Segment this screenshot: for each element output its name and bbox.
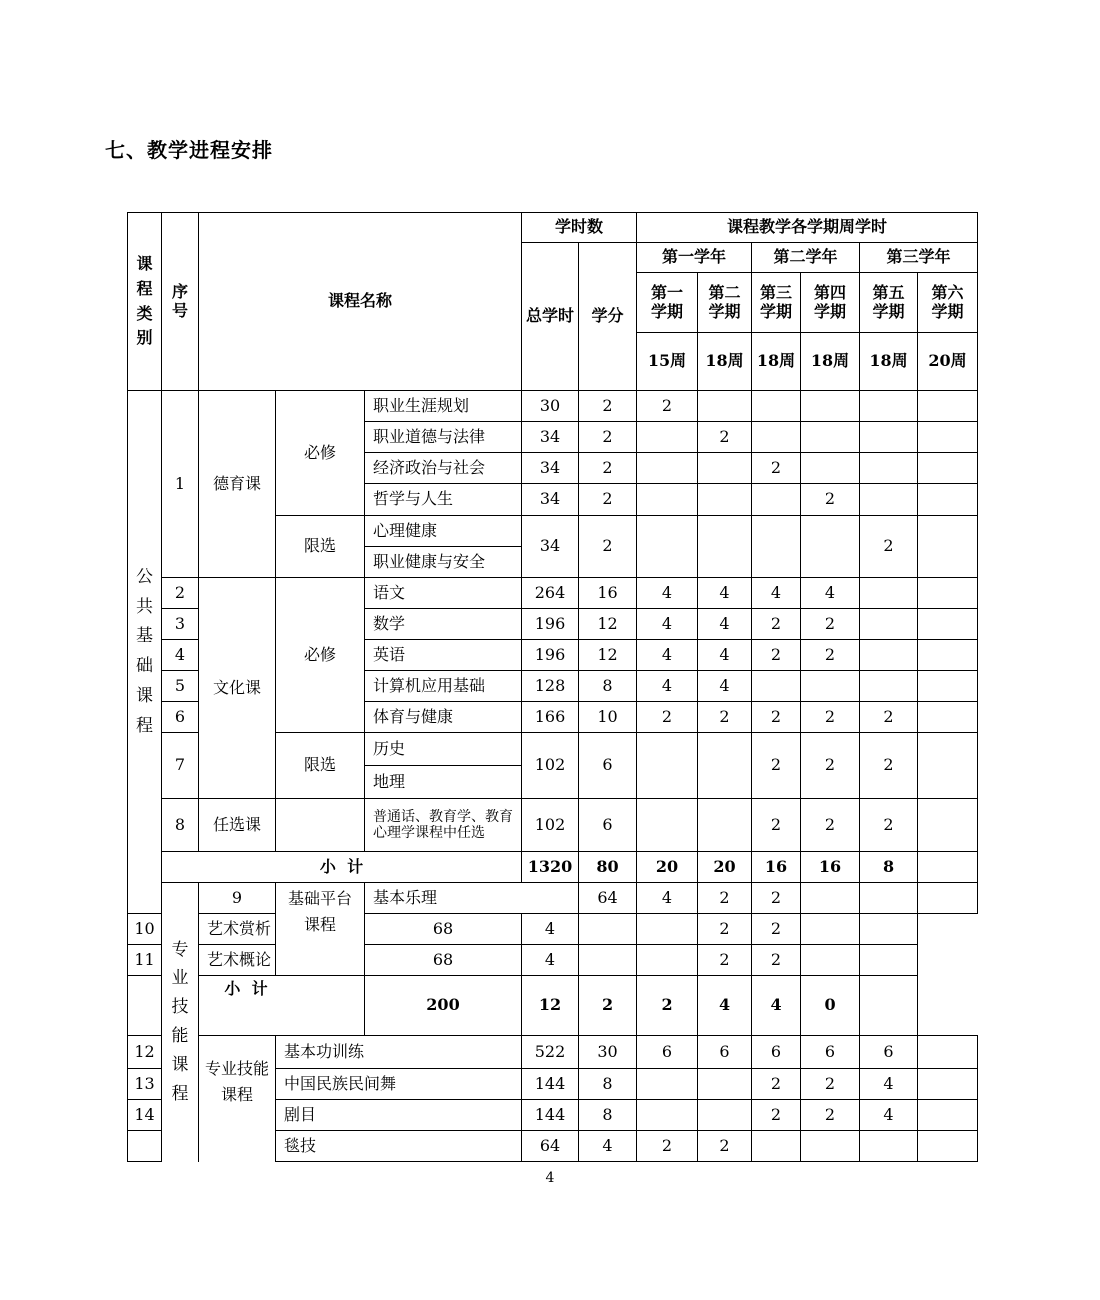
group-culture: 文化课 (199, 578, 276, 799)
header-seq: 序号 (162, 213, 199, 391)
teaching-schedule-table (127, 212, 978, 1162)
term-4-cell: 4 (801, 578, 860, 609)
term-4-cell (801, 422, 860, 453)
hours-cell: 68 (365, 914, 522, 945)
term-1-cell: 4 (637, 671, 698, 702)
course-name: 中国民族民间舞 (276, 1069, 522, 1100)
header-term-1: 第一 学期 (637, 273, 698, 333)
course-name: 英语 (365, 640, 522, 671)
term-2-cell (637, 945, 698, 976)
term-5-cell (860, 391, 918, 422)
term-1-cell: 2 (698, 883, 752, 914)
term-4-cell: 4 (752, 976, 801, 1036)
term-1-cell (637, 453, 698, 484)
seq-cell: 1 (162, 391, 199, 578)
credits-cell: 10 (579, 702, 637, 733)
term-4-cell (860, 883, 918, 914)
term-6-cell (918, 799, 978, 852)
term-1-cell: 2 (637, 391, 698, 422)
term-3-cell: 2 (752, 609, 801, 640)
term-2-cell (698, 1100, 752, 1131)
term-2-cell: 6 (698, 1036, 752, 1069)
term-5-cell: 2 (860, 733, 918, 799)
term-5-cell (860, 578, 918, 609)
term-1-cell (637, 516, 698, 578)
credits-cell: 8 (579, 671, 637, 702)
seq-cell: 10 (128, 914, 162, 945)
term-2-cell: 2 (752, 883, 801, 914)
term-5-cell (860, 1131, 918, 1162)
term-3-cell (752, 422, 801, 453)
category-professional: 专业技能课程 (162, 883, 199, 1162)
term-5-cell (918, 883, 978, 914)
term-4-cell: 2 (801, 1100, 860, 1131)
term-1-cell (579, 914, 637, 945)
course-name: 剧目 (276, 1100, 522, 1131)
seq-cell: 5 (162, 671, 199, 702)
term-4-cell: 2 (801, 484, 860, 516)
term-2-cell (698, 516, 752, 578)
hours-cell: 68 (365, 945, 522, 976)
term-5-cell: 4 (860, 1069, 918, 1100)
header-hours-group: 学时数 (522, 213, 637, 243)
term-2-cell: 4 (698, 578, 752, 609)
term-5-cell (860, 671, 918, 702)
term-3-cell: 2 (752, 1100, 801, 1131)
hours-cell: 196 (522, 640, 579, 671)
course-name: 基本功训练 (276, 1036, 522, 1069)
seq-cell: 6 (162, 702, 199, 733)
term-5-cell: 2 (860, 516, 918, 578)
header-term-6: 第六 学期 (918, 273, 978, 333)
table-row (128, 578, 978, 609)
header-credits: 学分 (579, 243, 637, 391)
seq-cell: 8 (162, 799, 199, 852)
header-weeks-4: 18周 (801, 333, 860, 391)
term-4-cell (801, 671, 860, 702)
term-2-cell (698, 453, 752, 484)
term-3-cell: 2 (698, 945, 752, 976)
term-4-cell: 6 (801, 1036, 860, 1069)
term-4-cell: 2 (801, 799, 860, 852)
term-4-cell: 2 (801, 640, 860, 671)
table-row (128, 799, 978, 852)
term-3-cell: 16 (752, 852, 801, 883)
term-1-cell (637, 733, 698, 799)
term-2-cell: 2 (698, 702, 752, 733)
hours-cell: 144 (522, 1069, 579, 1100)
hours-cell: 34 (522, 453, 579, 484)
term-5-cell (860, 484, 918, 516)
term-3-cell: 6 (752, 1036, 801, 1069)
term-2-cell (698, 391, 752, 422)
term-1-cell: 20 (637, 852, 698, 883)
subtotal-label: 小 计 (128, 976, 365, 1036)
credits-cell: 12 (522, 976, 579, 1036)
credits-cell: 4 (522, 914, 579, 945)
term-3-cell: 2 (752, 702, 801, 733)
subtotal-row (128, 852, 978, 883)
term-6-cell (918, 484, 978, 516)
course-name: 艺术概论 (199, 945, 365, 976)
term-1-cell: 6 (637, 1036, 698, 1069)
course-name: 职业道德与法律 (365, 422, 522, 453)
term-6-cell (860, 976, 918, 1036)
course-name: 语文 (365, 578, 522, 609)
header-weeks-3: 18周 (752, 333, 801, 391)
hours-cell: 34 (522, 422, 579, 453)
term-3-cell (752, 391, 801, 422)
term-5-cell: 2 (860, 702, 918, 733)
term-3-cell: 2 (752, 640, 801, 671)
hours-cell: 64 (579, 883, 637, 914)
term-5-cell: 0 (801, 976, 860, 1036)
term-6-cell (918, 516, 978, 578)
course-name: 经济政治与社会 (365, 453, 522, 484)
term-3-cell: 2 (752, 733, 801, 799)
term-2-cell: 2 (698, 422, 752, 453)
term-1-cell: 4 (637, 578, 698, 609)
term-2-cell (698, 1069, 752, 1100)
seq-cell: 7 (162, 733, 199, 799)
seq-cell: 9 (199, 883, 276, 914)
course-name: 职业健康与安全 (365, 547, 522, 578)
term-6-cell (918, 578, 978, 609)
term-4-cell: 16 (801, 852, 860, 883)
term-5-cell: 2 (860, 799, 918, 852)
term-1-cell (637, 1069, 698, 1100)
subtotal-label: 小 计 (162, 852, 522, 883)
page-number: 4 (545, 1170, 555, 1186)
header-weekly-group: 课程教学各学期周学时 (637, 213, 978, 243)
course-name: 毯技 (276, 1131, 522, 1162)
term-5-cell (860, 422, 918, 453)
term-2-cell: 2 (637, 976, 698, 1036)
credits-cell: 4 (637, 883, 698, 914)
header-total-hours: 总学时 (522, 243, 579, 391)
seq-cell: 3 (162, 609, 199, 640)
hours-cell: 1320 (522, 852, 579, 883)
group-platform: 基础平台课程 (276, 883, 365, 976)
header-year-2: 第二学年 (752, 243, 860, 273)
term-2-cell: 2 (698, 1131, 752, 1162)
term-2-cell (698, 733, 752, 799)
term-6-cell (860, 945, 918, 976)
course-name: 计算机应用基础 (365, 671, 522, 702)
type-required: 必修 (276, 578, 365, 733)
term-2-cell (698, 484, 752, 516)
term-6-cell (918, 852, 978, 883)
term-2-cell: 20 (698, 852, 752, 883)
term-6-cell (918, 702, 978, 733)
term-4-cell (801, 391, 860, 422)
term-2-cell: 4 (698, 609, 752, 640)
credits-cell: 30 (579, 1036, 637, 1069)
term-1-cell (637, 422, 698, 453)
term-5-cell (860, 453, 918, 484)
header-year-3: 第三学年 (860, 243, 978, 273)
header-weeks-1: 15周 (637, 333, 698, 391)
category-public: 公共基础课程 (128, 391, 162, 914)
course-name: 体育与健康 (365, 702, 522, 733)
credits-cell: 12 (579, 640, 637, 671)
header-course-name: 课程名称 (199, 213, 522, 391)
credits-cell: 8 (579, 1100, 637, 1131)
term-1-cell (579, 945, 637, 976)
credits-cell: 2 (579, 516, 637, 578)
table-row (128, 883, 978, 914)
term-3-cell (801, 883, 860, 914)
type-elective: 限选 (276, 733, 365, 799)
term-1-cell (637, 484, 698, 516)
seq-cell: 2 (162, 578, 199, 609)
course-name: 心理健康 (365, 516, 522, 547)
header-category: 课程类别 (128, 213, 162, 391)
header-term-2: 第二 学期 (698, 273, 752, 333)
term-4-cell: 2 (801, 702, 860, 733)
term-3-cell: 2 (752, 1069, 801, 1100)
term-6-cell (918, 671, 978, 702)
header-year-1: 第一学年 (637, 243, 752, 273)
term-2-cell: 4 (698, 671, 752, 702)
term-1-cell (637, 1100, 698, 1131)
term-5-cell: 4 (860, 1100, 918, 1131)
header-weeks-5: 18周 (860, 333, 918, 391)
seq-cell (128, 1131, 162, 1162)
term-6-cell (860, 914, 918, 945)
hours-cell: 264 (522, 578, 579, 609)
group-moral: 德育课 (199, 391, 276, 578)
credits-cell: 2 (579, 484, 637, 516)
header-term-4: 第四 学期 (801, 273, 860, 333)
seq-cell: 13 (128, 1069, 162, 1100)
credits-cell: 6 (579, 799, 637, 852)
hours-cell: 196 (522, 609, 579, 640)
hours-cell: 522 (522, 1036, 579, 1069)
term-4-cell: 2 (752, 914, 801, 945)
term-1-cell (637, 799, 698, 852)
group-optional: 任选课 (199, 799, 276, 852)
course-name: 职业生涯规划 (365, 391, 522, 422)
term-2-cell: 4 (698, 640, 752, 671)
credits-cell: 2 (579, 422, 637, 453)
term-4-cell: 2 (801, 609, 860, 640)
hours-cell: 30 (522, 391, 579, 422)
hours-cell: 166 (522, 702, 579, 733)
term-6-cell (918, 1036, 978, 1069)
course-name: 基本乐理 (365, 883, 579, 914)
term-6-cell (918, 453, 978, 484)
type-empty (276, 799, 365, 852)
term-4-cell (801, 516, 860, 578)
term-6-cell (918, 640, 978, 671)
credits-cell: 12 (579, 609, 637, 640)
term-5-cell (801, 945, 860, 976)
term-1-cell: 4 (637, 640, 698, 671)
course-name: 地理 (365, 766, 522, 799)
seq-cell: 11 (128, 945, 162, 976)
subtotal-row (128, 976, 978, 1036)
term-4-cell: 2 (801, 733, 860, 799)
term-4-cell: 2 (801, 1069, 860, 1100)
course-name: 历史 (365, 733, 522, 766)
term-3-cell: 2 (698, 914, 752, 945)
term-6-cell (918, 609, 978, 640)
term-2-cell (698, 799, 752, 852)
term-3-cell (752, 516, 801, 578)
course-name: 艺术赏析 (199, 914, 365, 945)
credits-cell: 4 (579, 1131, 637, 1162)
term-4-cell (801, 453, 860, 484)
hours-cell: 102 (522, 799, 579, 852)
term-5-cell: 6 (860, 1036, 918, 1069)
course-name: 普通话、教育学、教育心理学课程中任选 (365, 799, 522, 852)
hours-cell: 34 (522, 484, 579, 516)
term-4-cell (801, 1131, 860, 1162)
term-3-cell (752, 484, 801, 516)
term-5-cell (860, 640, 918, 671)
term-6-cell (918, 1131, 978, 1162)
credits-cell: 2 (579, 453, 637, 484)
hours-cell: 34 (522, 516, 579, 578)
course-name: 哲学与人生 (365, 484, 522, 516)
type-elective: 限选 (276, 516, 365, 578)
term-3-cell: 2 (752, 799, 801, 852)
table-row (128, 1036, 978, 1069)
term-5-cell (801, 914, 860, 945)
term-1-cell: 4 (637, 609, 698, 640)
credits-cell: 6 (579, 733, 637, 799)
table-row (128, 914, 978, 945)
term-6-cell (918, 1069, 978, 1100)
header-term-5: 第五 学期 (860, 273, 918, 333)
term-6-cell (918, 1100, 978, 1131)
term-3-cell: 2 (752, 453, 801, 484)
term-3-cell: 4 (698, 976, 752, 1036)
table-row (128, 945, 978, 976)
term-1-cell: 2 (637, 1131, 698, 1162)
term-3-cell (752, 671, 801, 702)
header-term-3: 第三 学期 (752, 273, 801, 333)
term-2-cell (637, 914, 698, 945)
term-5-cell: 8 (860, 852, 918, 883)
group-skills: 专业技能课程 (199, 1036, 276, 1162)
hours-cell: 144 (522, 1100, 579, 1131)
term-6-cell (918, 733, 978, 799)
term-6-cell (918, 422, 978, 453)
seq-cell: 4 (162, 640, 199, 671)
credits-cell: 16 (579, 578, 637, 609)
seq-cell: 12 (128, 1036, 162, 1069)
credits-cell: 4 (522, 945, 579, 976)
hours-cell: 64 (522, 1131, 579, 1162)
hours-cell: 200 (365, 976, 522, 1036)
credits-cell: 80 (579, 852, 637, 883)
term-6-cell (918, 391, 978, 422)
section-heading: 七、教学进程安排 (105, 138, 273, 162)
hours-cell: 102 (522, 733, 579, 799)
header-weeks-6: 20周 (918, 333, 978, 391)
term-3-cell: 4 (752, 578, 801, 609)
term-1-cell: 2 (579, 976, 637, 1036)
term-1-cell: 2 (637, 702, 698, 733)
term-3-cell (752, 1131, 801, 1162)
seq-cell: 14 (128, 1100, 162, 1131)
term-4-cell: 2 (752, 945, 801, 976)
hours-cell: 128 (522, 671, 579, 702)
table-row (128, 391, 978, 422)
term-5-cell (860, 609, 918, 640)
credits-cell: 8 (579, 1069, 637, 1100)
course-name: 数学 (365, 609, 522, 640)
type-required: 必修 (276, 391, 365, 516)
credits-cell: 2 (579, 391, 637, 422)
header-weeks-2: 18周 (698, 333, 752, 391)
